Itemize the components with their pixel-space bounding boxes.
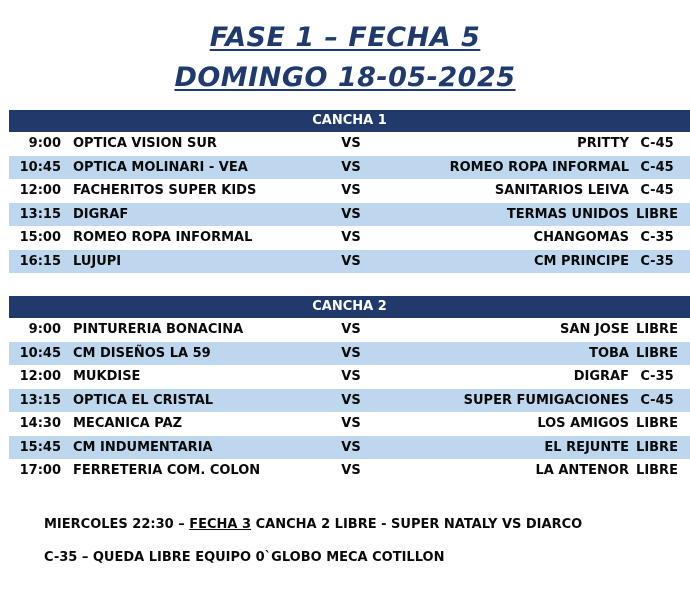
match-away-team: TOBA (589, 345, 629, 361)
match-home-team: FACHERITOS SUPER KIDS (73, 183, 257, 198)
match-time: 9:00 (28, 136, 61, 151)
match-home-team: CM DISEÑOS LA 59 (73, 345, 211, 361)
match-category: C-45 (640, 159, 674, 175)
note-miercoles-prefix: MIERCOLES 22:30 – (44, 517, 190, 532)
match-away-team: PRITTY (577, 136, 629, 151)
match-category: LIBRE (636, 206, 678, 222)
match-row (9, 459, 690, 483)
match-row (9, 389, 690, 413)
match-row (9, 365, 690, 389)
match-home-team: OPTICA EL CRISTAL (73, 392, 214, 408)
match-category: C-45 (640, 392, 674, 408)
match-away-team: CM PRINCIPE (533, 253, 629, 269)
match-row (9, 156, 690, 180)
cancha-2-table (9, 296, 690, 483)
match-home-team: OPTICA MOLINARI - VEA (73, 159, 248, 175)
cancha-1-header: CANCHA 1 (9, 110, 690, 132)
match-vs: VS (341, 183, 361, 198)
match-away-team: ROMEO ROPA INFORMAL (449, 159, 629, 175)
match-home-team: FERRETERIA COM. COLON (73, 463, 261, 478)
match-time: 10:45 (19, 345, 61, 361)
cancha-2-rows (9, 318, 690, 483)
match-away-team: SAN JOSE (560, 322, 629, 337)
match-row (9, 318, 690, 342)
match-row (9, 132, 690, 156)
match-row (9, 412, 690, 436)
match-time: 16:15 (19, 253, 61, 269)
match-home-team: MUKDISE (73, 369, 141, 384)
page-title-fase: FASE 1 – FECHA 5 (209, 22, 481, 53)
match-away-team: TERMAS UNIDOS (506, 206, 629, 222)
match-time: 9:00 (28, 322, 61, 337)
match-time: 14:30 (19, 416, 61, 431)
match-row (9, 250, 690, 274)
match-vs: VS (341, 230, 361, 245)
match-time: 12:00 (19, 183, 61, 198)
match-time: 12:00 (19, 369, 61, 384)
match-category: LIBRE (636, 345, 678, 361)
match-away-team: CHANGOMAS (533, 230, 629, 245)
cancha-1-rows (9, 132, 690, 273)
note-miercoles (44, 517, 582, 532)
match-category: LIBRE (636, 416, 678, 431)
match-away-team: LOS AMIGOS (537, 416, 629, 431)
match-category: LIBRE (636, 322, 678, 337)
match-category: C-45 (640, 183, 674, 198)
match-vs: VS (341, 136, 361, 151)
match-row (9, 226, 690, 250)
match-row (9, 342, 690, 366)
match-row (9, 203, 690, 227)
match-category: C-35 (640, 253, 674, 269)
match-time: 15:00 (19, 230, 61, 245)
match-home-team: DIGRAF (73, 206, 129, 222)
page-title-date: DOMINGO 18-05-2025 (174, 62, 516, 93)
match-home-team: ROMEO ROPA INFORMAL (73, 230, 253, 245)
match-time: 10:45 (19, 159, 61, 175)
match-home-team: PINTURERIA BONACINA (73, 322, 244, 337)
match-away-team: SANITARIOS LEIVA (494, 183, 629, 198)
match-time: 13:15 (19, 206, 61, 222)
match-category: C-35 (640, 369, 674, 384)
match-category: C-45 (640, 136, 674, 151)
match-home-team: MECANICA PAZ (73, 416, 183, 431)
note-miercoles-fecha: FECHA 3 (189, 517, 252, 532)
match-vs: VS (341, 206, 361, 222)
match-row (9, 179, 690, 203)
cancha-2-header: CANCHA 2 (9, 296, 690, 318)
match-time: 15:45 (19, 439, 61, 455)
match-time: 13:15 (19, 392, 61, 408)
note-miercoles-suffix: CANCHA 2 LIBRE - SUPER NATALY VS DIARCO (251, 517, 583, 532)
match-vs: VS (341, 369, 361, 384)
match-home-team: CM INDUMENTARIA (73, 439, 213, 455)
match-away-team: LA ANTENOR (535, 463, 629, 478)
match-vs: VS (341, 392, 361, 408)
match-vs: VS (341, 322, 361, 337)
match-category: LIBRE (636, 463, 678, 478)
match-away-team: DIGRAF (573, 369, 629, 384)
match-category: C-35 (640, 230, 674, 245)
match-away-team: SUPER FUMIGACIONES (463, 392, 629, 408)
match-vs: VS (341, 416, 361, 431)
cancha-1-table (9, 110, 690, 273)
match-time: 17:00 (19, 463, 61, 478)
match-category: LIBRE (636, 439, 678, 455)
match-vs: VS (341, 439, 361, 455)
match-vs: VS (341, 159, 361, 175)
match-vs: VS (341, 253, 361, 269)
match-home-team: LUJUPI (73, 253, 122, 269)
match-home-team: OPTICA VISION SUR (73, 136, 217, 151)
match-away-team: EL REJUNTE (544, 439, 629, 455)
match-vs: VS (341, 463, 361, 478)
match-vs: VS (341, 345, 361, 361)
note-libre: C-35 – QUEDA LIBRE EQUIPO 0`GLOBO MECA COTILLON (44, 550, 445, 565)
match-row (9, 436, 690, 460)
